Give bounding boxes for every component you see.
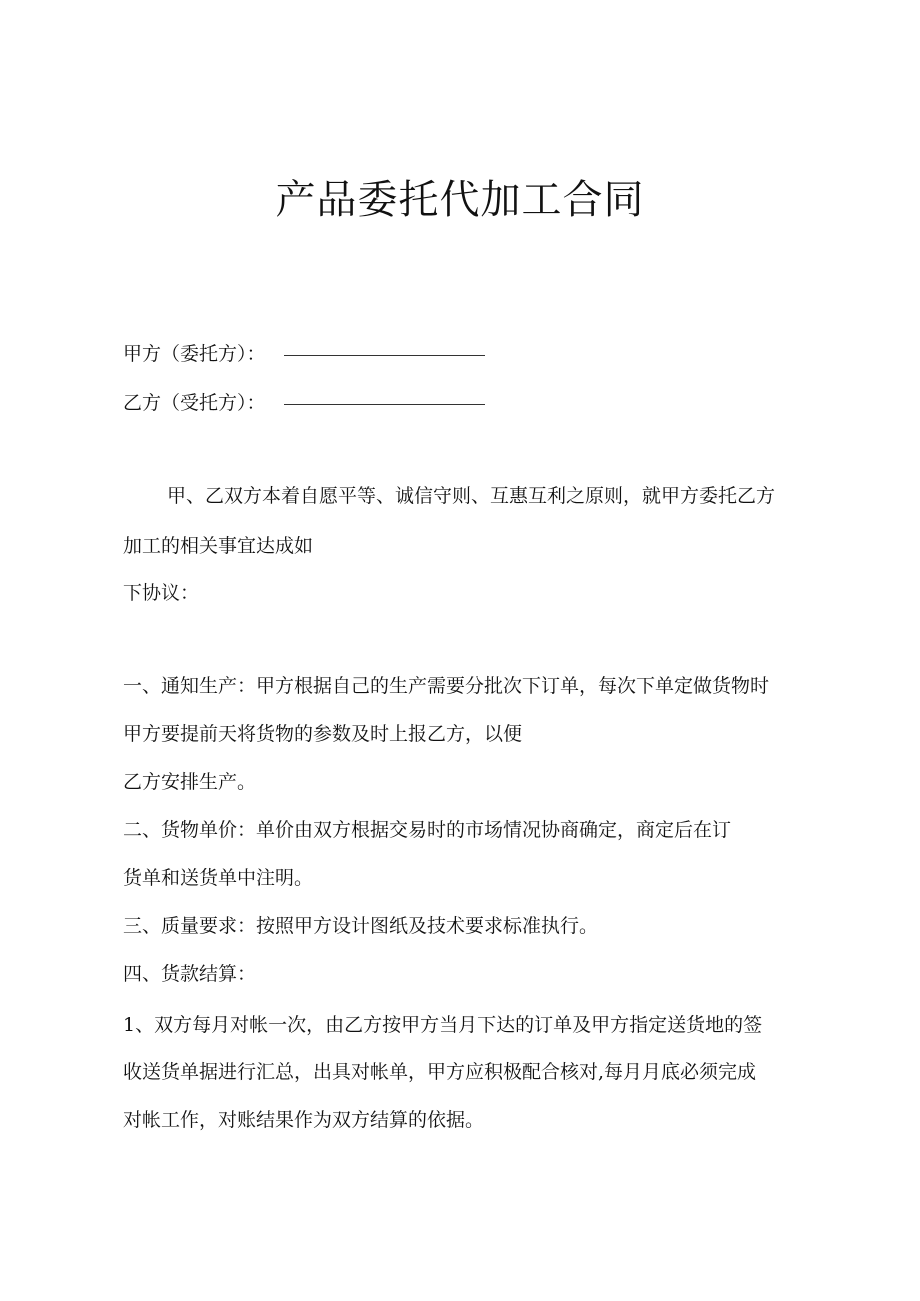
clause-line: 收送货单据进行汇总，出具对帐单，甲方应积极配合核对,每月月底必须完成 (123, 1061, 757, 1083)
party-b-line (123, 387, 485, 419)
intro-line: 下协议： (123, 582, 200, 604)
document-title: 产品委托代加工合同 (275, 177, 645, 223)
clause-line: 1、双方每月对帐一次，由乙方按甲方当月下达的订单及甲方指定送货地的签 (123, 1014, 763, 1036)
party-b-blank (284, 403, 485, 405)
clause-line: 甲方要提前天将货物的参数及时上报乙方，以便 (123, 723, 523, 745)
party-a-label: 甲方（委托方）： (123, 343, 266, 365)
clause-line: 四、货款结算： (123, 963, 257, 985)
party-a-line (123, 338, 485, 370)
intro-line: 加工的相关事宜达成如 (123, 535, 314, 557)
clause-line: 乙方安排生产。 (123, 771, 257, 793)
party-b-label: 乙方（受托方）： (123, 392, 266, 414)
party-a-blank (284, 354, 485, 356)
intro-line: 甲、乙双方本着自愿平等、诚信守则、互惠互利之原则，就甲方委托乙方 (167, 485, 776, 507)
clause-line: 货单和送货单中注明。 (123, 867, 314, 889)
clause-line: 对帐工作，对账结果作为双方结算的依据。 (123, 1109, 485, 1131)
clause-line: 二、货物单价：单价由双方根据交易时的市场情况协商确定，商定后在订 (123, 819, 732, 841)
clause-line: 三、质量要求：按照甲方设计图纸及技术要求标准执行。 (123, 915, 599, 937)
clause-line: 一、通知生产：甲方根据自己的生产需要分批次下订单，每次下单定做货物时 (123, 675, 770, 697)
